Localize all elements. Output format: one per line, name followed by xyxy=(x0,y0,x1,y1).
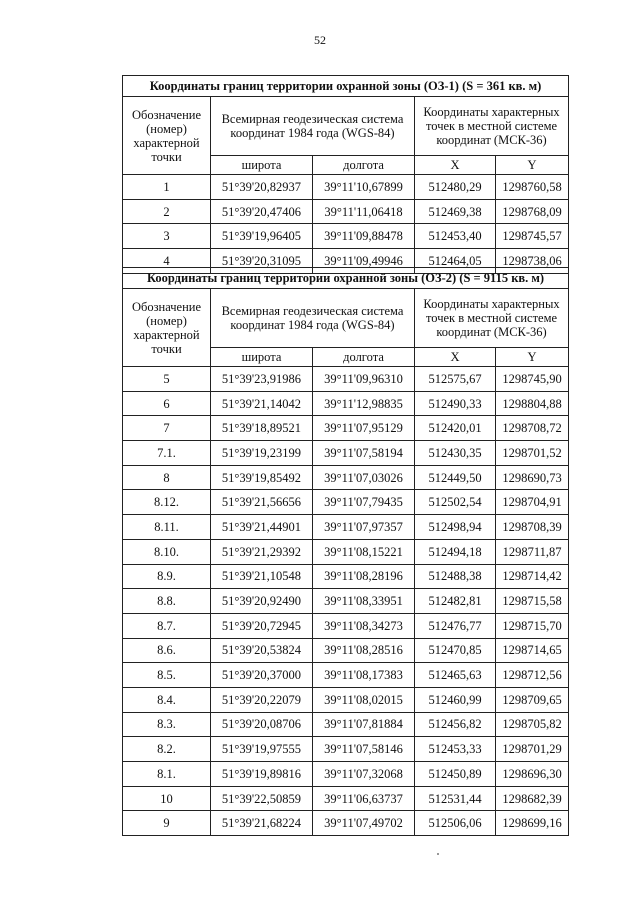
y-coordinate-cell: 1298696,30 xyxy=(496,762,569,787)
y-coordinate-cell: 1298701,29 xyxy=(496,737,569,762)
table-row xyxy=(123,786,569,811)
point-id-cell: 9 xyxy=(123,811,211,836)
latitude-cell: 51°39'21,14042 xyxy=(211,391,313,416)
latitude-cell: 51°39'22,50859 xyxy=(211,786,313,811)
table-row xyxy=(123,175,569,200)
table-row xyxy=(123,539,569,564)
x-coordinate-cell: 512506,06 xyxy=(415,811,496,836)
point-id-cell: 10 xyxy=(123,786,211,811)
point-id-cell: 8 xyxy=(123,465,211,490)
longitude-cell: 39°11'08,34273 xyxy=(313,613,415,638)
y-coordinate-cell: 1298682,39 xyxy=(496,786,569,811)
table-body xyxy=(123,175,569,274)
page-number: 52 xyxy=(314,33,326,47)
table-row xyxy=(123,441,569,466)
longitude-cell: 39°11'07,32068 xyxy=(313,762,415,787)
table-row xyxy=(123,712,569,737)
y-coordinate-cell: 1298708,39 xyxy=(496,515,569,540)
latitude-cell: 51°39'19,23199 xyxy=(211,441,313,466)
longitude-cell: 39°11'09,88478 xyxy=(313,224,415,249)
wgs84-header: Всемирная геодезическая система координат 1984 года (WGS-84) xyxy=(211,289,415,348)
x-coordinate-cell: 512490,33 xyxy=(415,391,496,416)
table-row xyxy=(123,515,569,540)
latitude-cell: 51°39'21,44901 xyxy=(211,515,313,540)
point-id-cell: 8.9. xyxy=(123,564,211,589)
longitude-cell: 39°11'07,81884 xyxy=(313,712,415,737)
coordinates-table-oz2 xyxy=(122,267,569,836)
latitude-cell: 51°39'20,72945 xyxy=(211,613,313,638)
table-title: Координаты границ территории охранной зоны (ОЗ-1) (S = 361 кв. м) xyxy=(123,76,569,97)
x-coordinate-cell: 512480,29 xyxy=(415,175,496,200)
x-coordinate-cell: 512453,40 xyxy=(415,224,496,249)
longitude-cell: 39°11'08,15221 xyxy=(313,539,415,564)
point-id-cell: 5 xyxy=(123,367,211,392)
point-id-cell: 2 xyxy=(123,199,211,224)
point-id-cell: 1 xyxy=(123,175,211,200)
table-row xyxy=(123,391,569,416)
latitude-cell: 51°39'21,10548 xyxy=(211,564,313,589)
table-row xyxy=(123,687,569,712)
latitude-cell: 51°39'21,29392 xyxy=(211,539,313,564)
y-coordinate-cell: 1298708,72 xyxy=(496,416,569,441)
latitude-cell: 51°39'21,68224 xyxy=(211,811,313,836)
longitude-cell: 39°11'06,63737 xyxy=(313,786,415,811)
point-id-cell: 8.2. xyxy=(123,737,211,762)
point-id-cell: 3 xyxy=(123,224,211,249)
point-id-cell: 8.8. xyxy=(123,589,211,614)
longitude-cell: 39°11'07,79435 xyxy=(313,490,415,515)
longitude-cell: 39°11'07,97357 xyxy=(313,515,415,540)
x-coordinate-cell: 512420,01 xyxy=(415,416,496,441)
table-row xyxy=(123,762,569,787)
latitude-cell: 51°39'18,89521 xyxy=(211,416,313,441)
latitude-cell: 51°39'20,92490 xyxy=(211,589,313,614)
longitude-cell: 39°11'07,95129 xyxy=(313,416,415,441)
table-row xyxy=(123,564,569,589)
y-coordinate-cell: 1298715,70 xyxy=(496,613,569,638)
y-coordinate-cell: 1298804,88 xyxy=(496,391,569,416)
point-id-cell: 6 xyxy=(123,391,211,416)
msk36-header: Координаты характерных точек в местной системе координат (МСК-36) xyxy=(415,289,569,348)
point-id-cell: 7.1. xyxy=(123,441,211,466)
y-coordinate-cell: 1298705,82 xyxy=(496,712,569,737)
table-row xyxy=(123,589,569,614)
table-row xyxy=(123,638,569,663)
y-coordinate-cell: 1298745,57 xyxy=(496,224,569,249)
latitude-cell: 51°39'19,89816 xyxy=(211,762,313,787)
y-coordinate-cell: 1298768,09 xyxy=(496,199,569,224)
x-header: X xyxy=(415,156,496,175)
x-coordinate-cell: 512470,85 xyxy=(415,638,496,663)
longitude-header: долгота xyxy=(313,156,415,175)
x-coordinate-cell: 512575,67 xyxy=(415,367,496,392)
x-coordinate-cell: 512430,35 xyxy=(415,441,496,466)
x-coordinate-cell: 512456,82 xyxy=(415,712,496,737)
latitude-cell: 51°39'20,37000 xyxy=(211,663,313,688)
table-row xyxy=(123,199,569,224)
x-coordinate-cell: 512465,63 xyxy=(415,663,496,688)
x-coordinate-cell: 512469,38 xyxy=(415,199,496,224)
longitude-cell: 39°11'07,58146 xyxy=(313,737,415,762)
point-id-cell: 8.5. xyxy=(123,663,211,688)
y-coordinate-cell: 1298714,65 xyxy=(496,638,569,663)
longitude-cell: 39°11'08,33951 xyxy=(313,589,415,614)
longitude-header: долгота xyxy=(313,348,415,367)
longitude-cell: 39°11'08,28196 xyxy=(313,564,415,589)
point-id-cell: 8.11. xyxy=(123,515,211,540)
latitude-cell: 51°39'20,22079 xyxy=(211,687,313,712)
table-body xyxy=(123,367,569,836)
point-id-cell: 4 xyxy=(123,249,211,274)
latitude-header: широта xyxy=(211,348,313,367)
longitude-cell: 39°11'07,58194 xyxy=(313,441,415,466)
wgs84-header: Всемирная геодезическая система координат 1984 года (WGS-84) xyxy=(211,97,415,156)
y-coordinate-cell: 1298714,42 xyxy=(496,564,569,589)
table-title: Координаты границ территории охранной зоны (ОЗ-2) (S = 9115 кв. м) xyxy=(123,268,569,289)
y-header: Y xyxy=(496,348,569,367)
latitude-header: широта xyxy=(211,156,313,175)
y-coordinate-cell: 1298699,16 xyxy=(496,811,569,836)
x-coordinate-cell: 512482,81 xyxy=(415,589,496,614)
x-coordinate-cell: 512498,94 xyxy=(415,515,496,540)
y-coordinate-cell: 1298712,56 xyxy=(496,663,569,688)
latitude-cell: 51°39'23,91986 xyxy=(211,367,313,392)
x-coordinate-cell: 512488,38 xyxy=(415,564,496,589)
y-coordinate-cell: 1298711,87 xyxy=(496,539,569,564)
longitude-cell: 39°11'09,49946 xyxy=(313,249,415,274)
y-coordinate-cell: 1298745,90 xyxy=(496,367,569,392)
y-coordinate-cell: 1298709,65 xyxy=(496,687,569,712)
point-id-cell: 8.4. xyxy=(123,687,211,712)
x-coordinate-cell: 512453,33 xyxy=(415,737,496,762)
coordinates-table-oz1 xyxy=(122,75,569,274)
table-row xyxy=(123,224,569,249)
y-coordinate-cell: 1298690,73 xyxy=(496,465,569,490)
latitude-cell: 51°39'19,96405 xyxy=(211,224,313,249)
longitude-cell: 39°11'12,98835 xyxy=(313,391,415,416)
point-id-cell: 8.6. xyxy=(123,638,211,663)
latitude-cell: 51°39'20,31095 xyxy=(211,249,313,274)
longitude-cell: 39°11'07,03026 xyxy=(313,465,415,490)
y-coordinate-cell: 1298738,06 xyxy=(496,249,569,274)
y-header: Y xyxy=(496,156,569,175)
point-id-cell: 7 xyxy=(123,416,211,441)
x-header: X xyxy=(415,348,496,367)
x-coordinate-cell: 512460,99 xyxy=(415,687,496,712)
table-row xyxy=(123,737,569,762)
msk36-header: Координаты характерных точек в местной системе координат (МСК-36) xyxy=(415,97,569,156)
latitude-cell: 51°39'20,08706 xyxy=(211,712,313,737)
table-row xyxy=(123,811,569,836)
point-id-cell: 8.3. xyxy=(123,712,211,737)
latitude-cell: 51°39'19,97555 xyxy=(211,737,313,762)
x-coordinate-cell: 512476,77 xyxy=(415,613,496,638)
x-coordinate-cell: 512531,44 xyxy=(415,786,496,811)
latitude-cell: 51°39'21,56656 xyxy=(211,490,313,515)
longitude-cell: 39°11'09,96310 xyxy=(313,367,415,392)
x-coordinate-cell: 512502,54 xyxy=(415,490,496,515)
y-coordinate-cell: 1298715,58 xyxy=(496,589,569,614)
point-id-cell: 8.12. xyxy=(123,490,211,515)
y-coordinate-cell: 1298701,52 xyxy=(496,441,569,466)
x-coordinate-cell: 512464,05 xyxy=(415,249,496,274)
table-row xyxy=(123,367,569,392)
longitude-cell: 39°11'08,02015 xyxy=(313,687,415,712)
longitude-cell: 39°11'08,17383 xyxy=(313,663,415,688)
longitude-cell: 39°11'10,67899 xyxy=(313,175,415,200)
x-coordinate-cell: 512494,18 xyxy=(415,539,496,564)
point-id-cell: 8.10. xyxy=(123,539,211,564)
table-row xyxy=(123,663,569,688)
designation-header: Обозначение (номер) характерной точки xyxy=(123,289,211,367)
longitude-cell: 39°11'08,28516 xyxy=(313,638,415,663)
point-id-cell: 8.7. xyxy=(123,613,211,638)
table-row xyxy=(123,613,569,638)
table-row xyxy=(123,416,569,441)
x-coordinate-cell: 512449,50 xyxy=(415,465,496,490)
point-id-cell: 8.1. xyxy=(123,762,211,787)
stray-dot-mark xyxy=(437,853,439,855)
table-row xyxy=(123,465,569,490)
latitude-cell: 51°39'20,82937 xyxy=(211,175,313,200)
longitude-cell: 39°11'11,06418 xyxy=(313,199,415,224)
latitude-cell: 51°39'20,47406 xyxy=(211,199,313,224)
latitude-cell: 51°39'20,53824 xyxy=(211,638,313,663)
designation-header: Обозначение (номер) характерной точки xyxy=(123,97,211,175)
latitude-cell: 51°39'19,85492 xyxy=(211,465,313,490)
y-coordinate-cell: 1298760,58 xyxy=(496,175,569,200)
table-row xyxy=(123,490,569,515)
longitude-cell: 39°11'07,49702 xyxy=(313,811,415,836)
y-coordinate-cell: 1298704,91 xyxy=(496,490,569,515)
x-coordinate-cell: 512450,89 xyxy=(415,762,496,787)
